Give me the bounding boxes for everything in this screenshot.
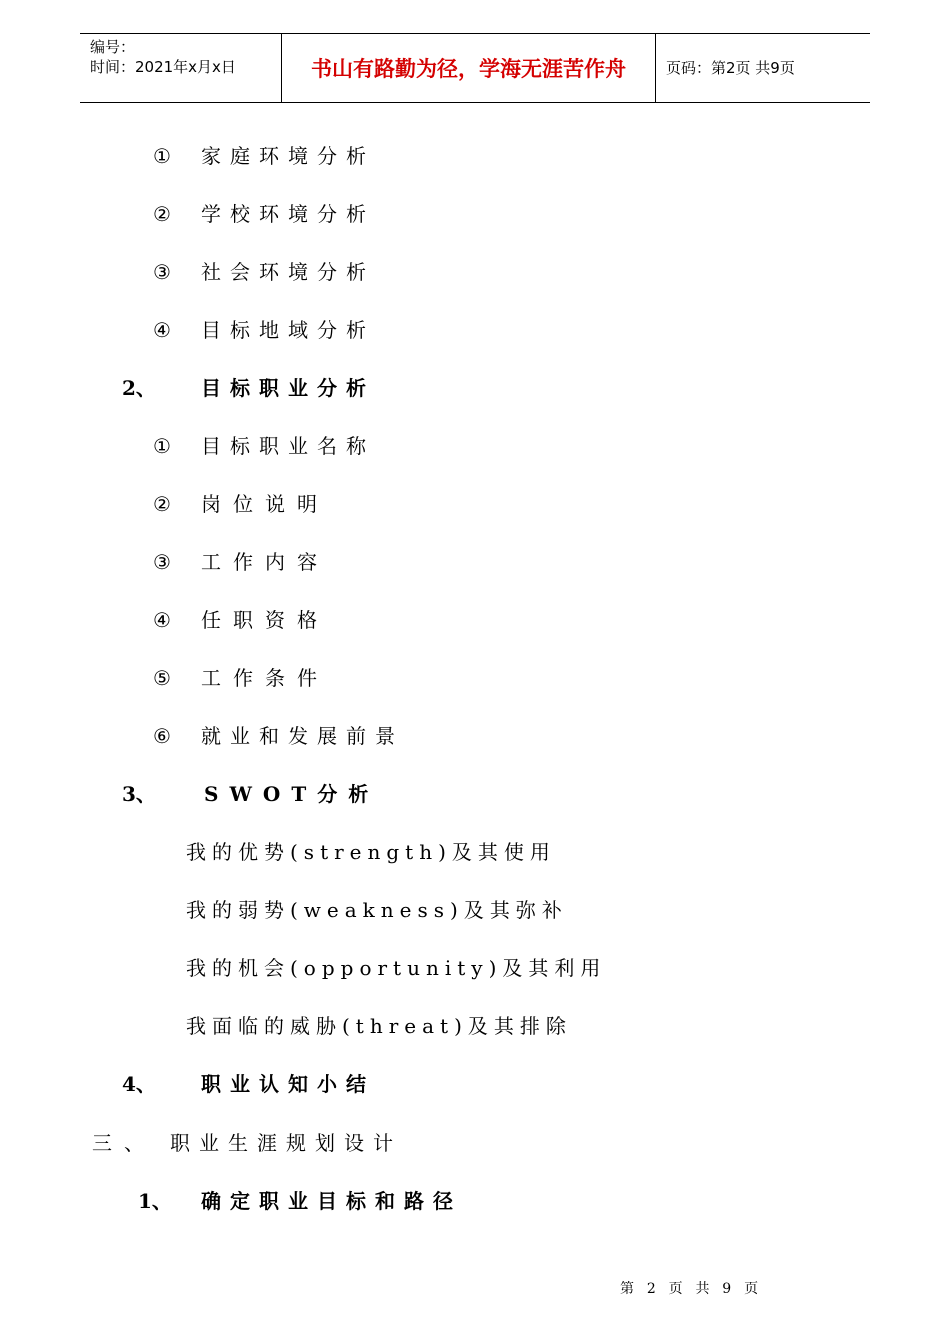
list-marker: ⑥ [153,724,171,748]
list-item: 就业和发展前景 [201,724,404,748]
section-number: 1、 [138,1189,172,1213]
chapter-number: 三、 [92,1131,156,1155]
list-marker: ① [153,434,171,458]
list-item: 目标地域分析 [201,318,375,342]
list-marker: ② [153,202,171,226]
section-number: 3、 [122,782,156,806]
list-item: 岗位说明 [201,492,329,516]
list-item: 家庭环境分析 [201,144,375,168]
list-marker: ② [153,492,171,516]
section-heading: 职业认知小结 [201,1072,375,1096]
list-marker: ④ [153,318,171,342]
list-marker: ③ [153,260,171,284]
header-divider [655,34,656,102]
list-marker: ③ [153,550,171,574]
list-marker: ① [153,144,171,168]
list-item: 任职资格 [201,608,329,632]
header-page-label: 页码：第2页 共9页 [666,59,795,77]
swot-item: 我的机会(opportunity)及其利用 [186,956,607,980]
swot-item: 我的优势(strength)及其使用 [186,840,556,864]
list-item: 学校环境分析 [201,202,375,226]
section-heading: 目标职业分析 [201,376,375,400]
code-label: 编号： [90,38,136,56]
swot-item: 我面临的威胁(threat)及其排除 [186,1014,572,1038]
section-number: 4、 [122,1072,156,1096]
swot-item: 我的弱势(weakness)及其弥补 [186,898,568,922]
list-marker: ④ [153,608,171,632]
header-motto: 书山有路勤为径，学海无涯苦作舟 [311,57,626,81]
chapter-heading: 职业生涯规划设计 [170,1131,402,1155]
list-item: 工作条件 [201,666,329,690]
page-header [80,33,870,103]
date-label: 时间：2021年x月x日 [90,58,236,76]
list-item: 工作内容 [201,550,329,574]
list-item: 目标职业名称 [201,434,375,458]
list-marker: ⑤ [153,666,171,690]
section-heading: 确定职业目标和路径 [201,1189,462,1213]
page-footer: 第 2 页 共 9 页 [620,1281,763,1297]
section-number: 2、 [122,376,156,400]
section-heading: SWOT分析 [204,782,380,806]
header-meta [90,37,236,77]
list-item: 社会环境分析 [201,260,375,284]
